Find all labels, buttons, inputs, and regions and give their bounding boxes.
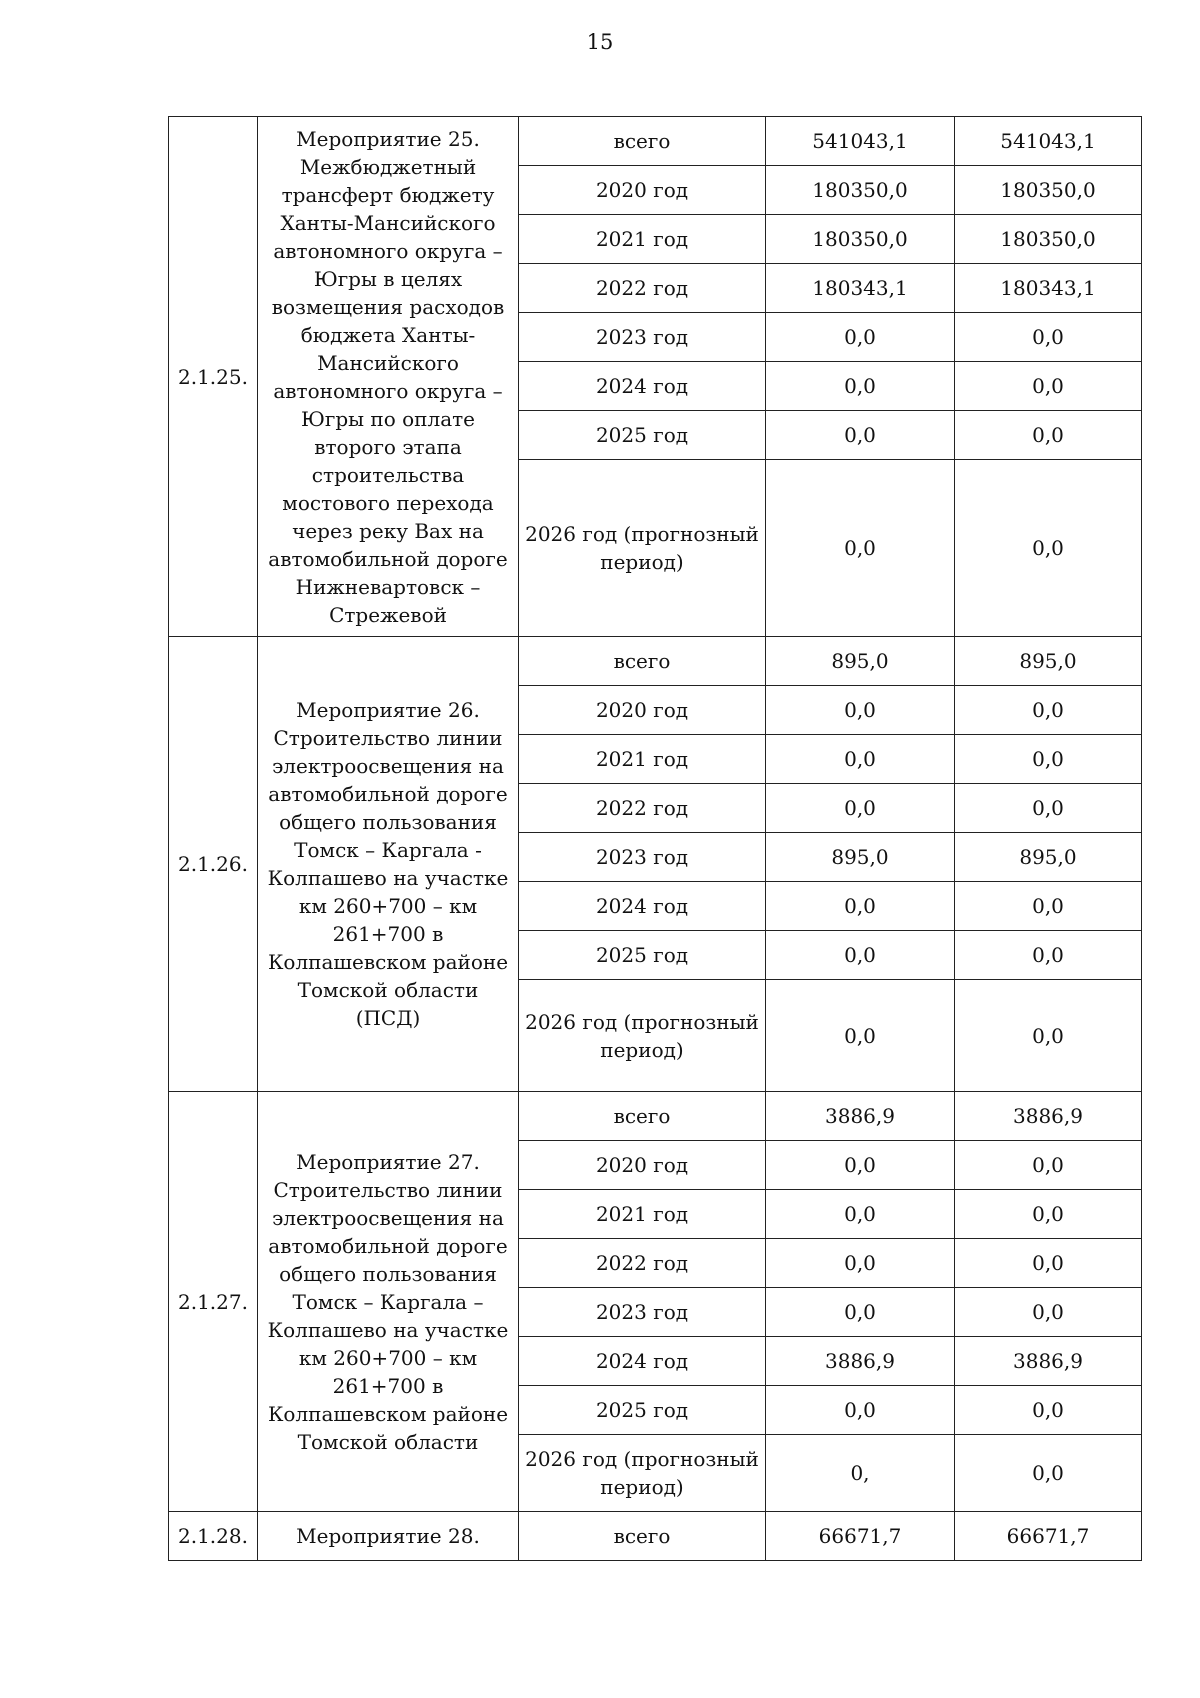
period-cell: 2023 год (519, 1288, 766, 1337)
value-cell: 3886,9 (955, 1337, 1142, 1386)
period-cell: 2025 год (519, 411, 766, 460)
item-number: 2.1.27. (169, 1092, 258, 1512)
value-cell: 895,0 (766, 637, 955, 686)
period-cell: 2021 год (519, 735, 766, 784)
value-cell: 0,0 (766, 686, 955, 735)
value-cell: 895,0 (955, 637, 1142, 686)
value-cell: 0,0 (955, 460, 1142, 637)
item-description: Мероприятие 28. (258, 1512, 519, 1561)
value-cell: 0,0 (766, 931, 955, 980)
period-cell: 2026 год (прогнозный период) (519, 980, 766, 1092)
period-cell: 2022 год (519, 264, 766, 313)
value-cell: 0,0 (955, 362, 1142, 411)
item-number: 2.1.25. (169, 117, 258, 637)
value-cell: 0,0 (955, 1141, 1142, 1190)
value-cell: 66671,7 (955, 1512, 1142, 1561)
value-cell: 180350,0 (766, 166, 955, 215)
value-cell: 0, (766, 1435, 955, 1512)
item-number: 2.1.26. (169, 637, 258, 1092)
period-cell: всего (519, 117, 766, 166)
period-cell: 2026 год (прогнозный период) (519, 460, 766, 637)
period-cell: 2022 год (519, 1239, 766, 1288)
table-row (169, 1092, 1142, 1141)
period-cell: 2025 год (519, 1386, 766, 1435)
value-cell: 541043,1 (955, 117, 1142, 166)
value-cell: 0,0 (955, 784, 1142, 833)
value-cell: 541043,1 (766, 117, 955, 166)
period-cell: 2020 год (519, 166, 766, 215)
value-cell: 0,0 (766, 784, 955, 833)
period-cell: 2023 год (519, 833, 766, 882)
period-cell: 2020 год (519, 1141, 766, 1190)
table-row (169, 117, 1142, 166)
period-cell: 2021 год (519, 1190, 766, 1239)
value-cell: 180343,1 (766, 264, 955, 313)
value-cell: 0,0 (955, 735, 1142, 784)
period-cell: всего (519, 637, 766, 686)
value-cell: 3886,9 (766, 1092, 955, 1141)
period-cell: 2024 год (519, 882, 766, 931)
value-cell: 180350,0 (955, 166, 1142, 215)
item-number: 2.1.28. (169, 1512, 258, 1561)
value-cell: 0,0 (955, 1239, 1142, 1288)
value-cell: 0,0 (955, 313, 1142, 362)
value-cell: 180343,1 (955, 264, 1142, 313)
value-cell: 0,0 (766, 1386, 955, 1435)
table-row (169, 1512, 1142, 1561)
item-description: Мероприятие 26. Строительство линии электроосвещения на автомобильной дороге общего пользования Томск – Каргала - Колпашево на участке км 260+700 – км 261+700 в Колпашевском районе Томской области (ПСД) (258, 637, 519, 1092)
value-cell: 0,0 (955, 1190, 1142, 1239)
value-cell: 0,0 (766, 735, 955, 784)
period-cell: всего (519, 1512, 766, 1561)
value-cell: 0,0 (766, 1190, 955, 1239)
value-cell: 0,0 (766, 980, 955, 1092)
period-cell: 2025 год (519, 931, 766, 980)
value-cell: 0,0 (766, 1141, 955, 1190)
value-cell: 0,0 (955, 1386, 1142, 1435)
value-cell: 0,0 (766, 882, 955, 931)
value-cell: 3886,9 (955, 1092, 1142, 1141)
value-cell: 0,0 (955, 1288, 1142, 1337)
value-cell: 3886,9 (766, 1337, 955, 1386)
value-cell: 0,0 (766, 362, 955, 411)
value-cell: 0,0 (955, 1435, 1142, 1512)
value-cell: 895,0 (766, 833, 955, 882)
value-cell: 0,0 (766, 411, 955, 460)
period-cell: 2026 год (прогнозный период) (519, 1435, 766, 1512)
value-cell: 0,0 (955, 411, 1142, 460)
table-row (169, 637, 1142, 686)
period-cell: 2022 год (519, 784, 766, 833)
value-cell: 0,0 (955, 980, 1142, 1092)
value-cell: 0,0 (766, 313, 955, 362)
value-cell: 0,0 (766, 460, 955, 637)
period-cell: 2024 год (519, 1337, 766, 1386)
period-cell: всего (519, 1092, 766, 1141)
period-cell: 2021 год (519, 215, 766, 264)
value-cell: 0,0 (766, 1288, 955, 1337)
value-cell: 66671,7 (766, 1512, 955, 1561)
item-description: Мероприятие 27. Строительство линии электроосвещения на автомобильной дороге общего пользования Томск – Каргала – Колпашево на участке км 260+700 – км 261+700 в Колпашевском районе Томской области (258, 1092, 519, 1512)
value-cell: 0,0 (955, 686, 1142, 735)
page-number: 15 (586, 30, 614, 54)
value-cell: 0,0 (955, 931, 1142, 980)
period-cell: 2023 год (519, 313, 766, 362)
period-cell: 2024 год (519, 362, 766, 411)
value-cell: 895,0 (955, 833, 1142, 882)
value-cell: 180350,0 (766, 215, 955, 264)
item-description: Мероприятие 25. Межбюджетный трансферт бюджету Ханты-Мансийского автономного округа – Югры в целях возмещения расходов бюджета Ханты-Мансийского автономного округа – Югры по оплате второго этапа строительства мостового перехода через реку Вах на автомобильной дороге Нижневартовск – Стрежевой (258, 117, 519, 637)
period-cell: 2020 год (519, 686, 766, 735)
value-cell: 0,0 (766, 1239, 955, 1288)
budget-table (168, 116, 1142, 1561)
value-cell: 0,0 (955, 882, 1142, 931)
value-cell: 180350,0 (955, 215, 1142, 264)
